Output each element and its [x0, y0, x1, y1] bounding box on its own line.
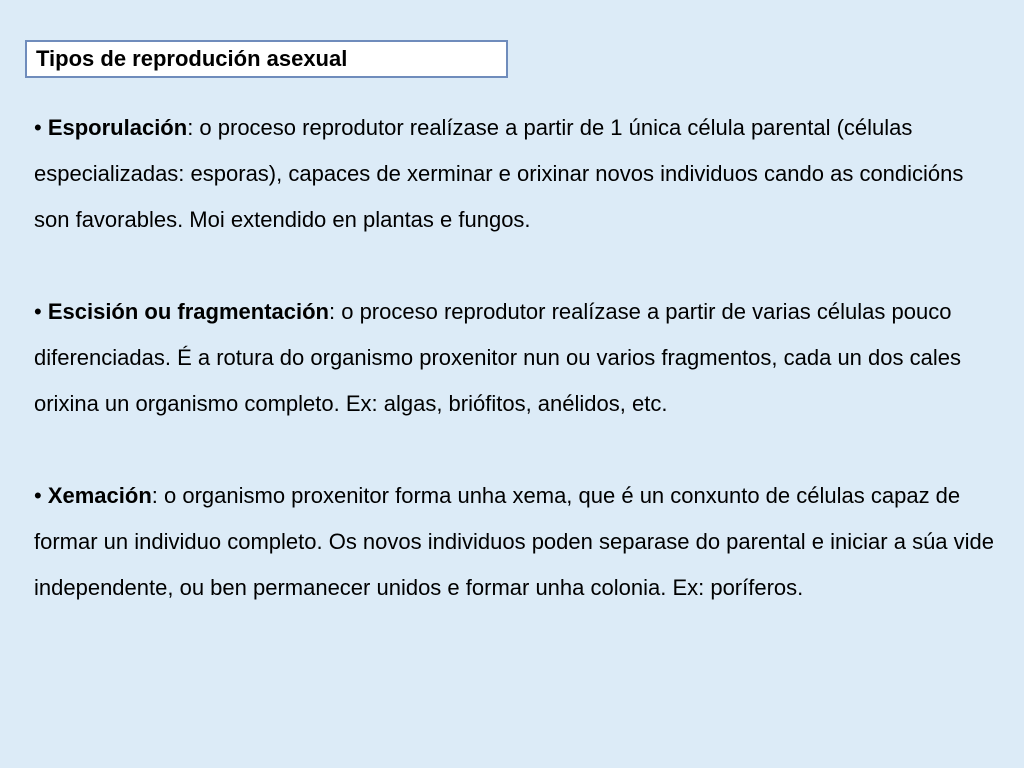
bullet-item-xemacion — [34, 473, 994, 611]
term-label: Xemación — [47, 483, 152, 508]
term-description: : o proceso reprodutor realízase a partir de varias células pouco diferenciadas. É a rotura do organismo proxenitor nun ou varios fragmentos, cada un dos cales orixina un organismo completo. Ex: algas, briófitos, anélidos, etc. — [34, 299, 961, 416]
bullet-icon: • — [34, 299, 42, 324]
bullet-icon: • — [34, 115, 42, 140]
bullet-icon: • — [34, 483, 42, 508]
bullet-item-escision — [34, 289, 994, 427]
term-description: : o organismo proxenitor forma unha xema, que é un conxunto de células capaz de formar un individuo completo. Os novos individuos poden separase do parental e iniciar a súa vide independente, ou ben permanecer unidos e formar unha colonia. Ex: poríferos. — [34, 483, 995, 600]
title-box — [25, 40, 508, 78]
term-label: Esporulación — [47, 115, 188, 140]
slide-title: Tipos de reprodución asexual — [36, 46, 348, 71]
slide-content — [34, 105, 994, 611]
term-label: Escisión ou fragmentación — [47, 299, 329, 324]
bullet-item-esporulacion — [34, 105, 994, 243]
term-description: : o proceso reprodutor realízase a partir de 1 única célula parental (células especializadas: esporas), capaces de xerminar e orixinar novos individuos cando as condicións son favorables. Moi extendido en plantas e fungos. — [34, 115, 964, 232]
